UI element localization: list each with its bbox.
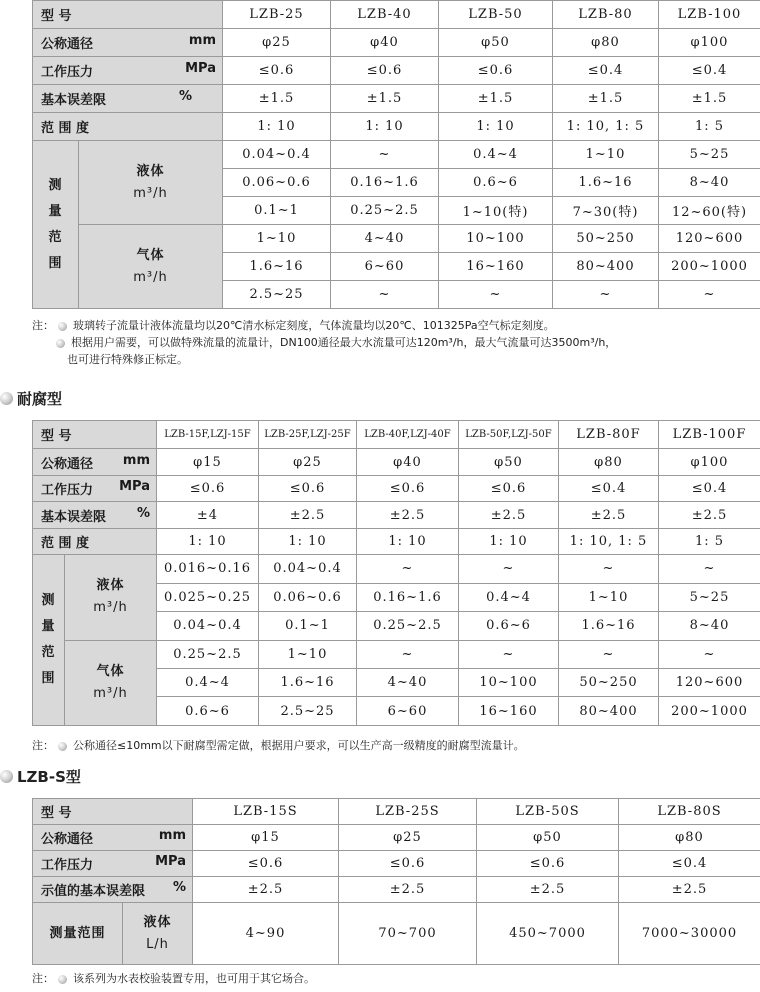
model-label: 型 号 bbox=[33, 421, 157, 449]
range-ratio-label: 范 围 度 bbox=[33, 528, 157, 554]
value-cell: LZB-80F bbox=[559, 421, 659, 449]
value-cell: 16~160 bbox=[439, 253, 553, 281]
value-cell: 0.04~0.4 bbox=[259, 555, 357, 583]
pressure-row bbox=[33, 57, 760, 85]
value-cell: 0.025~0.25 bbox=[157, 583, 259, 611]
value-cell: φ40 bbox=[331, 29, 439, 57]
value-cell: ≤0.4 bbox=[619, 851, 760, 877]
value-cell: ±2.5 bbox=[259, 502, 357, 528]
value-cell: LZB-40F,LZJ-40F bbox=[357, 421, 459, 449]
value-cell: LZB-50F,LZJ-50F bbox=[459, 421, 559, 449]
liquid-unit: L/h bbox=[146, 936, 169, 952]
value-cell: 1.6~16 bbox=[223, 253, 331, 281]
lzb-s-spec-table bbox=[32, 798, 760, 965]
measure-range-label: 测量范围 bbox=[33, 141, 79, 309]
value-cell: ≤0.6 bbox=[223, 57, 331, 85]
standard-spec-table bbox=[32, 0, 760, 309]
model-label: 型 号 bbox=[33, 799, 193, 825]
value-cell: φ15 bbox=[157, 449, 259, 475]
value-cell: 1~10 bbox=[553, 141, 659, 169]
value-cell: 4~40 bbox=[357, 668, 459, 696]
value-cell: ±1.5 bbox=[223, 85, 331, 113]
bullet-icon bbox=[56, 339, 65, 348]
heading-bullet-icon bbox=[0, 770, 13, 783]
unit-label: MPa bbox=[185, 61, 216, 76]
measure-range-label: 测量范围 bbox=[33, 555, 65, 726]
value-cell: 1: 5 bbox=[659, 113, 760, 141]
note-prefix: 注： bbox=[32, 739, 54, 752]
value-cell: ≤0.4 bbox=[659, 475, 760, 501]
value-cell: φ25 bbox=[259, 449, 357, 475]
value-cell: 50~250 bbox=[553, 225, 659, 253]
range-ratio-row bbox=[33, 528, 760, 554]
value-cell: ~ bbox=[553, 281, 659, 309]
value-cell: 2.5~25 bbox=[259, 697, 357, 726]
corrosion-notes bbox=[32, 737, 525, 754]
error-label: 基本误差限 bbox=[41, 509, 107, 525]
gas-label-cell bbox=[65, 640, 157, 726]
diameter-row bbox=[33, 825, 760, 851]
note-line bbox=[32, 351, 616, 368]
value-cell: ~ bbox=[559, 640, 659, 668]
unit-label: % bbox=[136, 505, 150, 521]
model-row bbox=[33, 421, 760, 449]
value-cell: 6~60 bbox=[357, 697, 459, 726]
pressure-row bbox=[33, 475, 760, 501]
value-cell: ±2.5 bbox=[339, 877, 477, 903]
value-cell: φ50 bbox=[459, 449, 559, 475]
value-cell: ~ bbox=[331, 281, 439, 309]
value-cell: ±2.5 bbox=[193, 877, 339, 903]
error-row bbox=[33, 877, 760, 903]
heading-bullet-icon bbox=[0, 392, 13, 405]
unit-label: mm bbox=[122, 452, 150, 468]
value-cell: 0.6~6 bbox=[459, 612, 559, 640]
value-cell: 0.06~0.6 bbox=[259, 583, 357, 611]
value-cell: 0.6~6 bbox=[157, 697, 259, 726]
gas-unit: m³/h bbox=[93, 685, 128, 701]
value-cell: ~ bbox=[559, 555, 659, 583]
value-cell: LZB-15S bbox=[193, 799, 339, 825]
value-cell: 1: 10, 1: 5 bbox=[559, 528, 659, 554]
value-cell: 1~10 bbox=[223, 225, 331, 253]
liquid-unit: m³/h bbox=[93, 600, 128, 616]
value-cell: φ80 bbox=[619, 825, 760, 851]
value-cell: ≤0.6 bbox=[259, 475, 357, 501]
unit-label: mm bbox=[158, 828, 186, 843]
value-cell: 1: 10, 1: 5 bbox=[553, 113, 659, 141]
value-cell: ~ bbox=[659, 555, 760, 583]
value-cell: φ50 bbox=[477, 825, 619, 851]
value-cell: 0.06~0.6 bbox=[223, 169, 331, 197]
liquid-label: 液体 bbox=[136, 163, 165, 179]
value-cell: 1: 10 bbox=[357, 528, 459, 554]
model-row bbox=[33, 1, 760, 29]
note-text: 根据用户需要，可以做特殊流量的流量计，DN100通径最大水流量可达120m³/h，最大气流量可达3500m³/h， bbox=[71, 336, 617, 349]
value-cell: 70~700 bbox=[339, 903, 477, 965]
liquid-label-cell bbox=[123, 903, 193, 965]
value-cell: ≤0.6 bbox=[331, 57, 439, 85]
note-prefix: 注： bbox=[32, 319, 54, 332]
diameter-row bbox=[33, 29, 760, 57]
value-cell: 1: 10 bbox=[223, 113, 331, 141]
value-cell: ±2.5 bbox=[659, 502, 760, 528]
value-cell: 80~400 bbox=[559, 697, 659, 726]
value-cell: 0.25~2.5 bbox=[357, 612, 459, 640]
unit-label: % bbox=[172, 880, 186, 895]
value-cell: 1: 10 bbox=[157, 528, 259, 554]
value-cell: LZB-50 bbox=[439, 1, 553, 29]
value-cell: 1: 10 bbox=[459, 528, 559, 554]
diameter-row bbox=[33, 449, 760, 475]
note-text: 也可进行特殊修正标定。 bbox=[67, 353, 188, 366]
value-cell: 450~7000 bbox=[477, 903, 619, 965]
pressure-label: 工作压力 bbox=[41, 65, 94, 80]
value-cell: 10~100 bbox=[439, 225, 553, 253]
error-label: 示值的基本误差限 bbox=[41, 884, 146, 899]
value-cell: 12~60(特) bbox=[659, 197, 760, 225]
value-cell: 0.25~2.5 bbox=[157, 640, 259, 668]
range-ratio-row bbox=[33, 113, 760, 141]
bullet-icon bbox=[58, 975, 67, 984]
value-cell: 120~600 bbox=[659, 225, 760, 253]
value-cell: ~ bbox=[659, 640, 760, 668]
gas-label: 气体 bbox=[136, 247, 165, 263]
gas-row bbox=[33, 225, 760, 253]
measure-range-label: 测量范围 bbox=[33, 903, 123, 965]
value-cell: LZB-80 bbox=[553, 1, 659, 29]
value-cell: 1: 5 bbox=[659, 528, 760, 554]
value-cell: ±1.5 bbox=[553, 85, 659, 113]
pressure-row bbox=[33, 851, 760, 877]
value-cell: 1: 10 bbox=[259, 528, 357, 554]
value-cell: LZB-25S bbox=[339, 799, 477, 825]
value-cell: 7~30(特) bbox=[553, 197, 659, 225]
value-cell: φ40 bbox=[357, 449, 459, 475]
diameter-label: 公称通径 bbox=[41, 456, 94, 472]
error-row bbox=[33, 85, 760, 113]
value-cell: 4~40 bbox=[331, 225, 439, 253]
liquid-label: 液体 bbox=[96, 578, 125, 594]
value-cell: 200~1000 bbox=[659, 697, 760, 726]
section-title: 耐腐型 bbox=[17, 390, 63, 408]
note-line bbox=[32, 970, 315, 987]
value-cell: ≤0.6 bbox=[357, 475, 459, 501]
value-cell: LZB-25F,LZJ-25F bbox=[259, 421, 357, 449]
model-label: 型 号 bbox=[33, 1, 223, 29]
value-cell: φ80 bbox=[559, 449, 659, 475]
value-cell: LZB-100 bbox=[659, 1, 760, 29]
value-cell: ±1.5 bbox=[439, 85, 553, 113]
value-cell: φ100 bbox=[659, 29, 760, 57]
pressure-label: 工作压力 bbox=[41, 483, 94, 499]
liquid-row bbox=[33, 903, 760, 965]
liquid-row bbox=[33, 141, 760, 169]
value-cell: ~ bbox=[439, 281, 553, 309]
value-cell: ≤0.4 bbox=[659, 57, 760, 85]
value-cell: LZB-100F bbox=[659, 421, 760, 449]
value-cell: 120~600 bbox=[659, 668, 760, 696]
value-cell: ≤0.6 bbox=[459, 475, 559, 501]
value-cell: ≤0.6 bbox=[157, 475, 259, 501]
liquid-row bbox=[33, 555, 760, 583]
value-cell: 0.4~4 bbox=[459, 583, 559, 611]
note-line bbox=[32, 317, 616, 334]
value-cell: 0.4~4 bbox=[157, 668, 259, 696]
value-cell: φ25 bbox=[339, 825, 477, 851]
value-cell: 200~1000 bbox=[659, 253, 760, 281]
value-cell: 0.1~1 bbox=[259, 612, 357, 640]
corrosion-spec-table bbox=[32, 420, 760, 726]
liquid-unit: m³/h bbox=[133, 185, 168, 201]
value-cell: ≤0.6 bbox=[439, 57, 553, 85]
value-cell: φ100 bbox=[659, 449, 760, 475]
liquid-label-cell bbox=[79, 141, 223, 225]
lzb-s-notes bbox=[32, 970, 315, 987]
gas-row bbox=[33, 640, 760, 668]
value-cell: ±1.5 bbox=[659, 85, 760, 113]
value-cell: LZB-25 bbox=[223, 1, 331, 29]
value-cell: 1: 10 bbox=[331, 113, 439, 141]
value-cell: ±4 bbox=[157, 502, 259, 528]
section-title: LZB-S型 bbox=[17, 768, 81, 786]
value-cell: 50~250 bbox=[559, 668, 659, 696]
pressure-label: 工作压力 bbox=[41, 858, 94, 873]
note-text: 公称通径≤10mm以下耐腐型需定做，根据用户要求，可以生产高一级精度的耐腐型流量计。 bbox=[73, 739, 525, 752]
value-cell: 7000~30000 bbox=[619, 903, 760, 965]
value-cell: 1~10(特) bbox=[439, 197, 553, 225]
value-cell: 0.6~6 bbox=[439, 169, 553, 197]
value-cell: LZB-40 bbox=[331, 1, 439, 29]
value-cell: ≤0.6 bbox=[193, 851, 339, 877]
value-cell: 4~90 bbox=[193, 903, 339, 965]
value-cell: 2.5~25 bbox=[223, 281, 331, 309]
error-label: 基本误差限 bbox=[41, 93, 107, 108]
value-cell: φ50 bbox=[439, 29, 553, 57]
value-cell: 80~400 bbox=[553, 253, 659, 281]
value-cell: ~ bbox=[459, 555, 559, 583]
liquid-label-cell bbox=[65, 555, 157, 640]
value-cell: ~ bbox=[357, 640, 459, 668]
unit-label: % bbox=[178, 89, 192, 104]
value-cell: 1.6~16 bbox=[559, 612, 659, 640]
value-cell: ~ bbox=[459, 640, 559, 668]
liquid-label: 液体 bbox=[143, 914, 172, 930]
gas-label-cell bbox=[79, 225, 223, 309]
gas-label: 气体 bbox=[96, 663, 125, 679]
value-cell: 16~160 bbox=[459, 697, 559, 726]
value-cell: ≤0.4 bbox=[553, 57, 659, 85]
unit-label: mm bbox=[188, 33, 216, 48]
value-cell: φ15 bbox=[193, 825, 339, 851]
note-text: 该系列为水表校验装置专用，也可用于其它场合。 bbox=[73, 972, 315, 985]
value-cell: LZB-80S bbox=[619, 799, 760, 825]
error-row bbox=[33, 502, 760, 528]
value-cell: ≤0.6 bbox=[477, 851, 619, 877]
value-cell: 0.16~1.6 bbox=[331, 169, 439, 197]
model-row bbox=[33, 799, 760, 825]
value-cell: 1.6~16 bbox=[553, 169, 659, 197]
value-cell: 1~10 bbox=[559, 583, 659, 611]
value-cell: 5~25 bbox=[659, 141, 760, 169]
value-cell: 0.04~0.4 bbox=[223, 141, 331, 169]
note-prefix: 注： bbox=[32, 972, 54, 985]
value-cell: 0.4~4 bbox=[439, 141, 553, 169]
value-cell: φ25 bbox=[223, 29, 331, 57]
value-cell: ±2.5 bbox=[559, 502, 659, 528]
value-cell: 10~100 bbox=[459, 668, 559, 696]
value-cell: 1~10 bbox=[259, 640, 357, 668]
standard-notes bbox=[32, 317, 616, 368]
bullet-icon bbox=[58, 322, 67, 331]
value-cell: 5~25 bbox=[659, 583, 760, 611]
value-cell: ≤0.4 bbox=[559, 475, 659, 501]
value-cell: 0.016~0.16 bbox=[157, 555, 259, 583]
value-cell: LZB-15F,LZJ-15F bbox=[157, 421, 259, 449]
note-line bbox=[32, 737, 525, 754]
section-heading bbox=[0, 766, 81, 787]
value-cell: ~ bbox=[659, 281, 760, 309]
value-cell: ±2.5 bbox=[477, 877, 619, 903]
section-heading bbox=[0, 388, 62, 409]
value-cell: 0.25~2.5 bbox=[331, 197, 439, 225]
value-cell: ±1.5 bbox=[331, 85, 439, 113]
gas-unit: m³/h bbox=[133, 269, 168, 285]
value-cell: ~ bbox=[331, 141, 439, 169]
value-cell: 8~40 bbox=[659, 612, 760, 640]
range-ratio-label: 范 围 度 bbox=[33, 113, 223, 141]
value-cell: ±2.5 bbox=[459, 502, 559, 528]
value-cell: 6~60 bbox=[331, 253, 439, 281]
value-cell: LZB-50S bbox=[477, 799, 619, 825]
value-cell: 0.16~1.6 bbox=[357, 583, 459, 611]
value-cell: 0.1~1 bbox=[223, 197, 331, 225]
value-cell: 0.04~0.4 bbox=[157, 612, 259, 640]
value-cell: 1.6~16 bbox=[259, 668, 357, 696]
note-text: 玻璃转子流量计液体流量均以20℃清水标定刻度，气体流量均以20℃、101325Pa空气标定刻度。 bbox=[73, 319, 555, 332]
value-cell: ±2.5 bbox=[619, 877, 760, 903]
note-line bbox=[32, 334, 616, 351]
unit-label: MPa bbox=[119, 479, 150, 495]
value-cell: ≤0.6 bbox=[339, 851, 477, 877]
value-cell: ~ bbox=[357, 555, 459, 583]
diameter-label: 公称通径 bbox=[41, 832, 94, 847]
bullet-icon bbox=[58, 742, 67, 751]
unit-label: MPa bbox=[155, 854, 186, 869]
value-cell: 1: 10 bbox=[439, 113, 553, 141]
value-cell: φ80 bbox=[553, 29, 659, 57]
diameter-label: 公称通径 bbox=[41, 37, 94, 52]
value-cell: ±2.5 bbox=[357, 502, 459, 528]
value-cell: 8~40 bbox=[659, 169, 760, 197]
